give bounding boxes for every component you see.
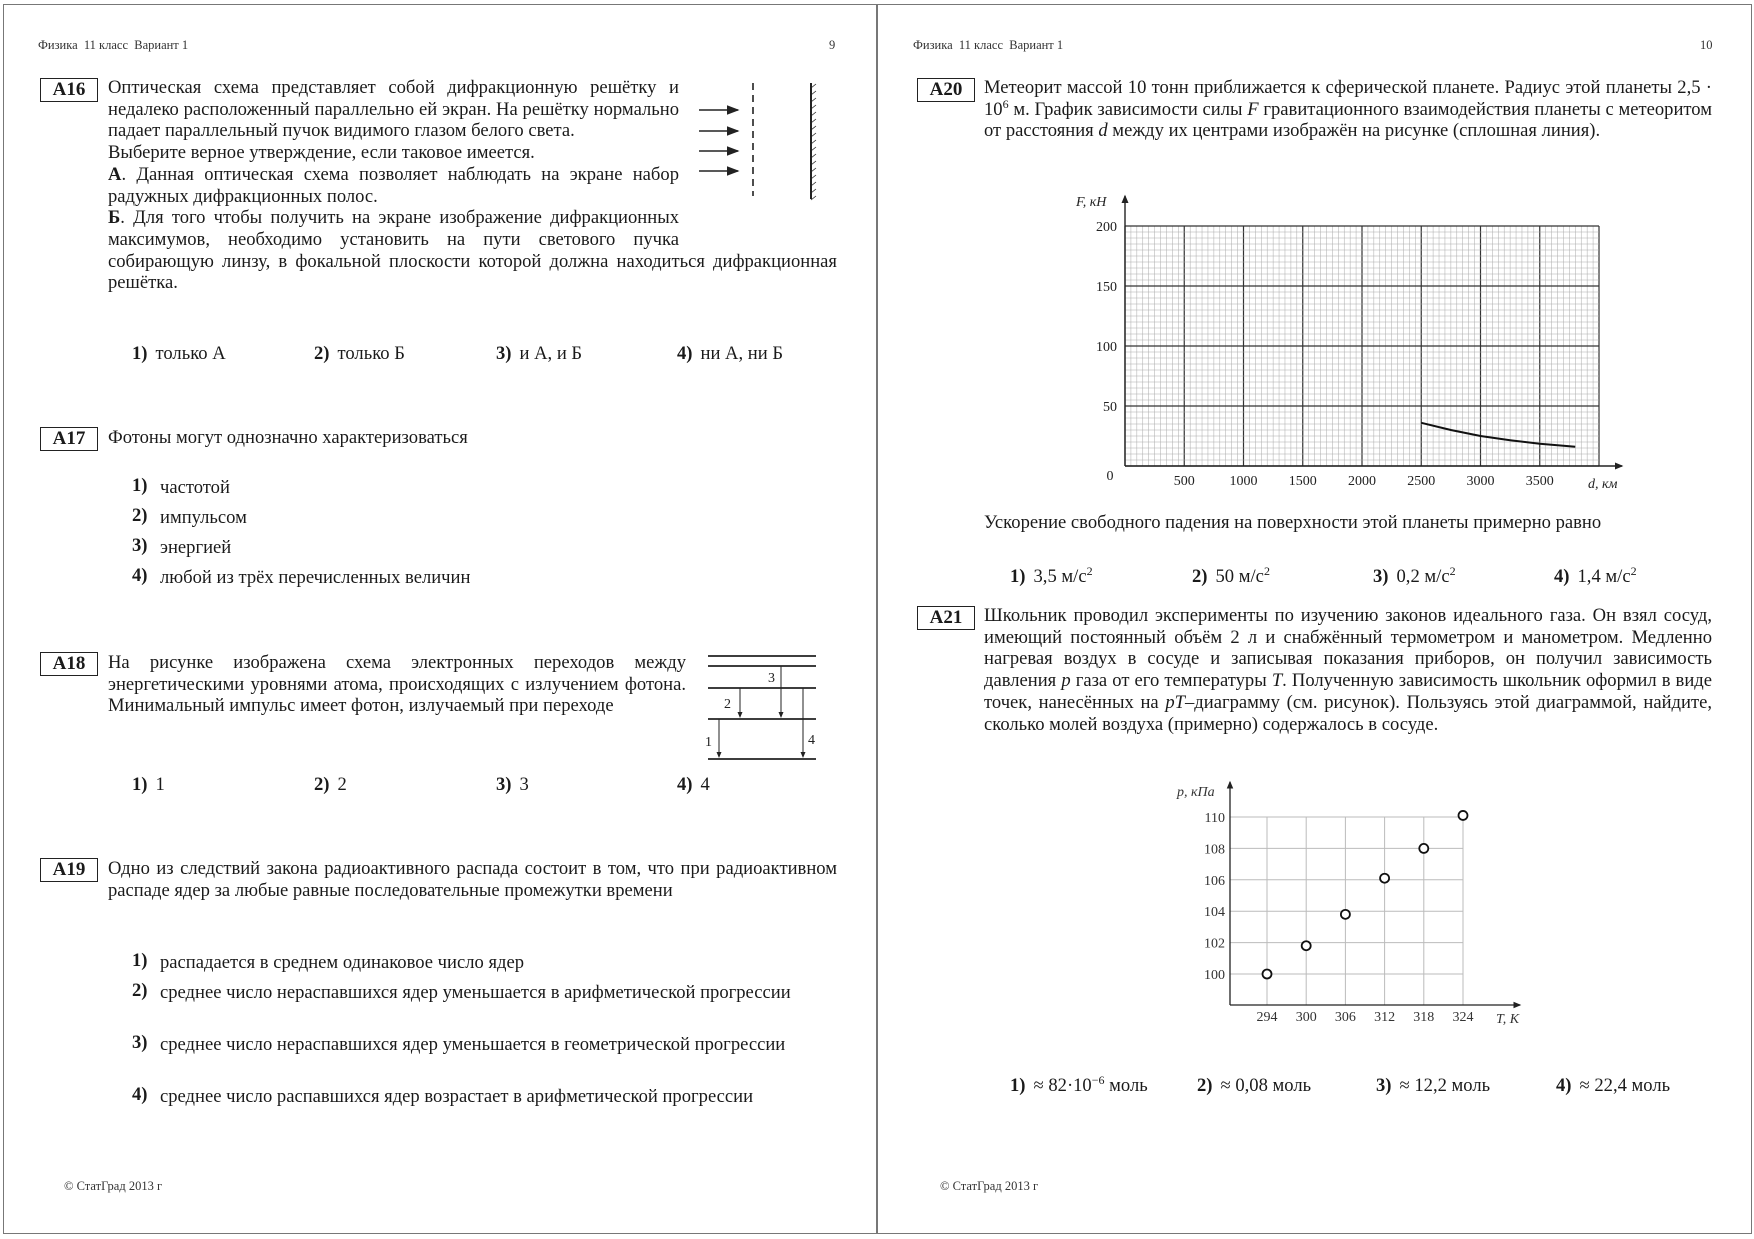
option-text: частотой: [160, 477, 230, 498]
left-page-footer: © СтатГрад 2013 г: [64, 1179, 163, 1193]
a20-text: гравитационного взаимодействия планеты с метеоритом от расстояния: [984, 98, 1712, 142]
answer-exponent: 2: [1086, 563, 1093, 578]
option-number: 4): [132, 1084, 148, 1105]
y-axis-label: p, кПа: [1177, 785, 1215, 800]
x-axis-label: d, км: [1588, 477, 1618, 492]
a21-var-p: p: [1061, 670, 1071, 692]
x-axis-label: T, K: [1496, 1012, 1520, 1027]
option-text: среднее число распавшихся ядер возрастает в арифметической прогрессии: [160, 1086, 754, 1107]
answer-text: ≈ 0,08 моль: [1220, 1075, 1312, 1096]
answer-exponent: 2: [1263, 563, 1270, 578]
question-label-a20: A20: [917, 78, 975, 102]
a20-text: между их центрами изображён на рисунке (сплошная линия).: [1107, 120, 1601, 142]
a21-text: газа от его температуры: [1070, 670, 1272, 692]
x-tick-label: 2000: [1348, 474, 1376, 489]
answer-text: только Б: [337, 343, 405, 364]
a20-exponent: 6: [1002, 96, 1009, 111]
option-text: любой из трёх перечисленных величин: [160, 567, 471, 588]
a21-answer-4[interactable]: [1556, 1075, 1670, 1097]
question-a17-text: Фотоны могут однозначно характеризоваться: [108, 427, 468, 448]
statement-a-label: А: [108, 163, 122, 185]
a16-paragraph: Оптическая схема представляет собой дифракционную решётку и недалеко расположенный параллельно ей экран. На решётку нормально падает параллельный пучок видимого глазом белого света.: [108, 77, 679, 142]
option-number: 1): [132, 475, 148, 496]
x-tick-label: 300: [1295, 1010, 1317, 1025]
answer-number: 4): [1554, 566, 1570, 587]
a16-answer-1[interactable]: [132, 343, 226, 365]
a18-answer-2[interactable]: [314, 774, 347, 796]
a20-answer-3[interactable]: [1373, 563, 1456, 588]
answer-number: 2): [314, 774, 330, 795]
answer-number: 1): [132, 774, 148, 795]
answer-number: 1): [1010, 566, 1026, 587]
answer-number: 3): [1376, 1075, 1392, 1096]
y-tick-label: 50: [1103, 400, 1117, 415]
option-text: среднее число нераспавшихся ядер уменьшается в арифметической прогрессии: [160, 982, 791, 1003]
a21-answer-2[interactable]: [1197, 1075, 1311, 1097]
answer-text: 2: [337, 774, 347, 795]
answer-number: 4): [677, 774, 693, 795]
question-a19-text: Одно из следствий закона радиоактивного распада состоит в том, что при радиоактивном распаде ядер за любые равные последовательные промежутки времени: [108, 858, 837, 901]
question-label-a21: A21: [917, 606, 975, 630]
question-a16-text: [108, 77, 837, 294]
x-tick-label: 3500: [1525, 474, 1554, 489]
answer-number: 4): [1556, 1075, 1572, 1096]
a21-var-t: T: [1271, 670, 1283, 692]
a16-paragraph: Выберите верное утверждение, если таковое имеется.: [108, 142, 535, 164]
answer-text: ни А, ни Б: [700, 343, 784, 364]
a20-answer-1[interactable]: [1010, 563, 1093, 588]
x-tick-label: 324: [1452, 1010, 1474, 1025]
question-a20-text: [984, 77, 1712, 142]
x-tick-label: 318: [1413, 1010, 1435, 1025]
answer-text: 4: [700, 774, 710, 795]
option-number: 1): [132, 950, 148, 971]
a16-answer-3[interactable]: [496, 343, 582, 365]
answer-exponent: −6: [1091, 1072, 1105, 1087]
x-tick-label: 312: [1374, 1010, 1396, 1025]
answer-text: и А, и Б: [519, 343, 583, 364]
left-page-number: 9: [829, 38, 836, 52]
option-text: распадается в среднем одинаковое число ядер: [160, 952, 525, 973]
a20-answer-2[interactable]: [1192, 563, 1270, 588]
question-label-a18: A18: [40, 652, 98, 676]
y-tick-label: 100: [1096, 340, 1117, 355]
a20-var-d: d: [1098, 120, 1108, 142]
y-axis-label: F, кН: [1076, 195, 1107, 210]
question-a21-text: [984, 605, 1712, 735]
a18-answer-1[interactable]: [132, 774, 165, 796]
question-label-a16: A16: [40, 78, 98, 102]
answer-text: 3,5 м/с: [1033, 566, 1087, 587]
x-tick-label: 306: [1334, 1010, 1356, 1025]
statement-b-text: . Для того чтобы получить на экране изображение дифракционных максимумов, необходимо установить на пути светового пучка собирающую линзу, в фокальной плоскости которой должна находиться дифракционная решётка.: [108, 207, 837, 294]
answer-number: 2): [1197, 1075, 1213, 1096]
answer-number: 2): [314, 343, 330, 364]
a21-answer-1[interactable]: [1010, 1072, 1148, 1097]
a16-answer-4[interactable]: [677, 343, 783, 365]
transition-label-2: 2: [724, 697, 731, 712]
question-label-a17: A17: [40, 427, 98, 451]
x-tick-label: 3000: [1466, 474, 1495, 489]
answer-number: 1): [1010, 1075, 1026, 1096]
a17-option-3[interactable]: [132, 537, 837, 559]
y-tick-label: 150: [1096, 280, 1117, 295]
option-number: 2): [132, 505, 148, 526]
y-tick-label: 106: [1204, 873, 1225, 889]
a20-question: Ускорение свободного падения на поверхности этой планеты примерно равно: [984, 512, 1602, 533]
transition-label-1: 1: [705, 735, 712, 750]
right-page-header: Физика 11 класс Вариант 1: [913, 38, 1064, 52]
answer-number: 2): [1192, 566, 1208, 587]
a21-text: Школьник проводил эксперименты по изучению законов идеального газа. Он взял сосуд, имеющий постоянный объём 2 л и снабжённый термометром и манометром. Медленно нагревая воздух в сосуде и записывая показания приборов, он получил зависимость давления: [984, 605, 1712, 692]
answer-text: 1,4 м/с: [1577, 566, 1631, 587]
answer-exponent: 2: [1449, 563, 1456, 578]
answer-number: 3): [496, 774, 512, 795]
option-number: 3): [132, 1032, 148, 1053]
right-page-number: 10: [1700, 38, 1713, 52]
left-page-header: Физика 11 класс Вариант 1: [38, 38, 189, 52]
a19-option-3[interactable]: [132, 1034, 837, 1056]
answer-text: 1: [155, 774, 165, 795]
a21-var-pt: pT: [1165, 691, 1185, 713]
y-tick-label: 200: [1096, 220, 1117, 235]
answer-number: 1): [132, 343, 148, 364]
y-tick-label: 110: [1204, 811, 1225, 826]
question-label-a19: A19: [40, 858, 98, 882]
answer-text: 50 м/с: [1215, 566, 1264, 587]
option-text: среднее число нераспавшихся ядер уменьшается в геометрической прогрессии: [160, 1034, 786, 1055]
x-tick-label: 1000: [1229, 474, 1258, 489]
a21-answer-3[interactable]: [1376, 1075, 1490, 1097]
a18-answer-3[interactable]: [496, 774, 529, 796]
y-tick-label: 100: [1204, 968, 1225, 983]
a21-text: –диаграмму (см. рисунок). Пользуясь этой диаграммой, найдите, сколько молей воздуха (примерно) содержалось в сосуде.: [984, 691, 1712, 735]
x-tick-label: 1500: [1288, 474, 1317, 489]
a17-option-4[interactable]: [132, 567, 837, 589]
option-text: энергией: [160, 537, 232, 558]
a17-option-2[interactable]: [132, 507, 837, 529]
question-a18-text: На рисунке изображена схема электронных переходов между энергетическими уровнями атома, происходящих с излучением фотона. Минимальный импульс имеет фотон, излучаемый при переходе: [108, 652, 686, 717]
answer-exponent: 2: [1630, 563, 1637, 578]
answer-text: 0,2 м/с: [1396, 566, 1450, 587]
a21-text: . Полученную зависимость школьник оформил в виде точек, нанесённых на: [984, 670, 1713, 713]
a20-answer-4[interactable]: [1554, 563, 1637, 588]
transition-label-3: 3: [768, 671, 775, 686]
answer-text: ≈ 82·10: [1033, 1075, 1092, 1096]
answer-text: ≈ 12,2 моль: [1399, 1075, 1491, 1096]
a19-option-4[interactable]: [132, 1086, 837, 1108]
option-text: импульсом: [160, 507, 247, 528]
y-tick-label: 102: [1204, 936, 1225, 952]
answer-number: 4): [677, 343, 693, 364]
statement-a-text: . Данная оптическая схема позволяет наблюдать на экране набор радужных дифракционных полос.: [108, 163, 679, 207]
y-tick-label: 104: [1204, 905, 1225, 921]
answer-text: ≈ 22,4 моль: [1579, 1075, 1671, 1096]
a20-text: м. График зависимости силы: [1008, 98, 1248, 120]
diagram-spacer: [679, 77, 837, 229]
a19-option-2[interactable]: [132, 982, 837, 1004]
y-tick-label: 108: [1204, 842, 1225, 858]
a19-option-1[interactable]: [132, 952, 837, 974]
x-tick-label: 2500: [1407, 474, 1436, 489]
right-page-footer: © СтатГрад 2013 г: [940, 1179, 1039, 1193]
option-number: 3): [132, 535, 148, 556]
a17-option-1[interactable]: [132, 477, 837, 499]
option-number: 4): [132, 565, 148, 586]
a18-answer-4[interactable]: [677, 774, 710, 796]
answer-number: 3): [1373, 566, 1389, 587]
answer-text: только А: [155, 343, 226, 364]
x-tick-label: 500: [1173, 474, 1195, 489]
answer-text: 3: [519, 774, 529, 795]
x-tick-label: 294: [1256, 1010, 1278, 1025]
a20-var-f: F: [1247, 98, 1259, 120]
option-number: 2): [132, 980, 148, 1001]
answer-unit: моль: [1104, 1075, 1148, 1096]
transition-label-4: 4: [808, 733, 815, 748]
answer-number: 3): [496, 343, 512, 364]
a16-answer-2[interactable]: [314, 343, 405, 365]
origin-label: 0: [1106, 469, 1114, 484]
a20-text: Метеорит массой 10 тонн приближается к сферической планете. Радиус этой планеты 2,5 · 10: [984, 77, 1712, 120]
statement-b-label: Б: [108, 207, 121, 229]
